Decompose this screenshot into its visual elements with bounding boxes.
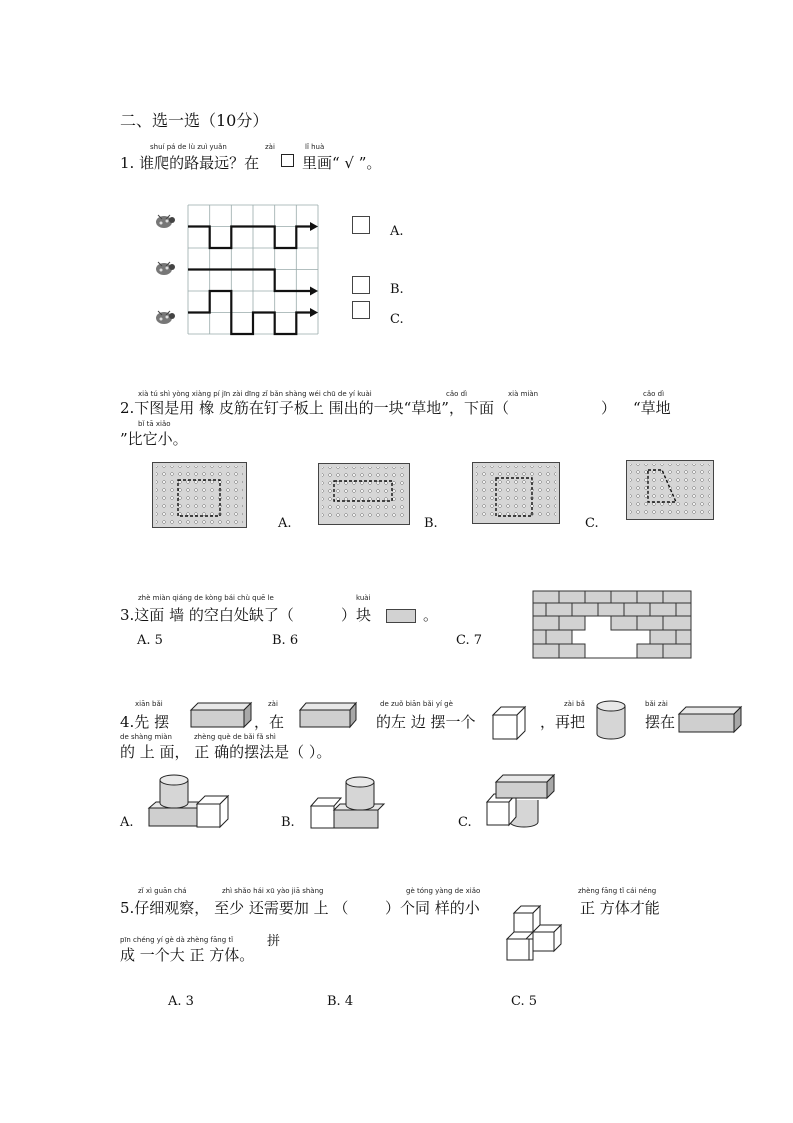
- q1-text-b: 里画“ √ ”。: [302, 154, 382, 172]
- q4-pinyin-2: zài: [268, 700, 278, 708]
- ladybug-path-grid: [150, 200, 330, 345]
- q4-pinyin-1: xiān bǎi: [135, 700, 163, 708]
- q1-pinyin-1: shuí pá de lù zuì yuǎn: [150, 143, 227, 151]
- q5-option-a: A. 3: [168, 994, 194, 1009]
- q2-pinyin-4: cǎo dì: [643, 390, 665, 398]
- q2-text-a: 2.下图是用 橡 皮筋在钉子板上 围出的一块“草地”，下面（: [120, 399, 509, 417]
- q3-option-b: B. 6: [272, 633, 299, 648]
- section-title: 二、选一选（10分）: [120, 111, 269, 130]
- q5-pinyin-3: gè tóng yàng de xiǎo: [406, 887, 481, 895]
- pegboard-original: [152, 462, 247, 528]
- cylinder-icon: [596, 700, 626, 740]
- q2-pinyin-3: xià miàn: [508, 390, 539, 398]
- q4-option-b: B.: [281, 815, 295, 830]
- q2-text-c: “草地: [633, 399, 671, 417]
- path-a: [188, 227, 315, 249]
- arrow-b-icon: [310, 287, 318, 296]
- cube-icon: [492, 706, 526, 740]
- q2-text-line2: ”比它小。: [120, 430, 188, 448]
- brick-icon: [386, 609, 416, 623]
- q5-pinyin-1: zǐ xì guān chá: [138, 887, 187, 895]
- q3-option-c: C. 7: [456, 633, 483, 648]
- q3-pinyin-2: kuài: [356, 594, 371, 602]
- pegboard-c: [626, 460, 714, 520]
- q2-option-a: A.: [278, 516, 292, 531]
- pegboard-a: [318, 463, 410, 525]
- q1-option-c: C.: [390, 312, 404, 327]
- arrow-a-icon: [310, 222, 318, 231]
- q1-checkbox-c[interactable]: [352, 301, 370, 319]
- stack-option-c: [486, 774, 558, 828]
- q4-text-zuobian: 的左 边 摆一个: [376, 713, 476, 731]
- q5-pinyin-2: zhì shǎo hái xū yào jiā shàng: [222, 887, 324, 895]
- q4-pinyin-4: zài bǎ: [564, 700, 585, 708]
- cuboid-icon: [678, 706, 742, 734]
- q1-checkbox-b[interactable]: [352, 276, 370, 294]
- ladybug-a-icon: [156, 215, 175, 228]
- q5-pinyin-5: pīn chéng yí gè dà zhèng fāng tǐ: [120, 936, 234, 944]
- q5-text-pin: 拼: [267, 934, 281, 949]
- q2-option-b: B.: [424, 516, 438, 531]
- q2-option-c: C.: [585, 516, 599, 531]
- q3-text-b: ）块: [341, 606, 372, 624]
- q4-pinyin-6: de shàng miàn: [120, 733, 172, 741]
- q1-checkbox-a[interactable]: [352, 216, 370, 234]
- cube-stack-figure: [506, 902, 566, 962]
- cuboid-icon: [190, 702, 252, 728]
- q1-pinyin-2: zài: [265, 143, 275, 151]
- q1-text-a: 1. 谁爬的路最远？在: [120, 154, 260, 172]
- q5-option-c: C. 5: [511, 994, 538, 1009]
- q4-pinyin-5: bǎi zài: [645, 700, 668, 708]
- brick-wall: [532, 590, 694, 660]
- q2-pinyin-2: cǎo dì: [446, 390, 468, 398]
- cuboid-icon: [299, 702, 357, 728]
- q5-pinyin-4: zhèng fāng tǐ cái néng: [578, 887, 657, 895]
- pegboard-b: [472, 462, 560, 524]
- q3-option-a: A. 5: [137, 633, 163, 648]
- q5-option-b: B. 4: [327, 994, 354, 1009]
- q1-option-b: B.: [390, 282, 404, 297]
- q5-text-c: 正 方体才能: [580, 899, 660, 917]
- q1-pinyin-3: lǐ huà: [305, 143, 325, 151]
- stack-option-a: [148, 772, 232, 828]
- q2-pinyin-1: xià tú shì yòng xiàng pí jīn zài dīng zǐ bǎn shàng wéi chū de yí kuài: [138, 390, 372, 398]
- q2-pinyin-5: bǐ tā xiǎo: [138, 420, 171, 428]
- ladybug-b-icon: [156, 262, 175, 275]
- q4-pinyin-3: de zuǒ biān bǎi yí gè: [380, 700, 453, 708]
- stack-option-b: [310, 774, 386, 830]
- q4-text-xianbai: 4.先 摆: [120, 713, 170, 731]
- q3-text-end: 。: [423, 606, 439, 624]
- q3-text-a: 3.这面 墙 的空白处缺了（: [120, 606, 294, 624]
- q4-text-baizai: 摆在: [645, 713, 676, 731]
- q3-pinyin-1: zhè miàn qiáng de kòng bái chù quē le: [138, 594, 274, 602]
- q4-pinyin-7: zhèng què de bǎi fǎ shì: [194, 733, 276, 741]
- q5-text-line2: 成 一个大 正 方体。: [120, 946, 255, 964]
- q5-text-b: ）个同 样的小: [385, 899, 480, 917]
- arrow-c-icon: [310, 308, 318, 317]
- q4-text-zaiba: ，再把: [540, 713, 586, 731]
- answer-box-icon: [281, 154, 294, 167]
- q5-text-a: 5.仔细观察， 至少 还需要加 上 （: [120, 899, 349, 917]
- q4-option-c: C.: [458, 815, 472, 830]
- q1-option-a: A.: [390, 224, 404, 239]
- q4-text-line2: 的 上 面， 正 确的摆法是（ ）。: [120, 743, 332, 761]
- q4-text-zai: ，在: [254, 713, 285, 731]
- q4-option-a: A.: [120, 815, 134, 830]
- q2-text-b: ）: [601, 399, 617, 417]
- ladybug-c-icon: [156, 311, 175, 324]
